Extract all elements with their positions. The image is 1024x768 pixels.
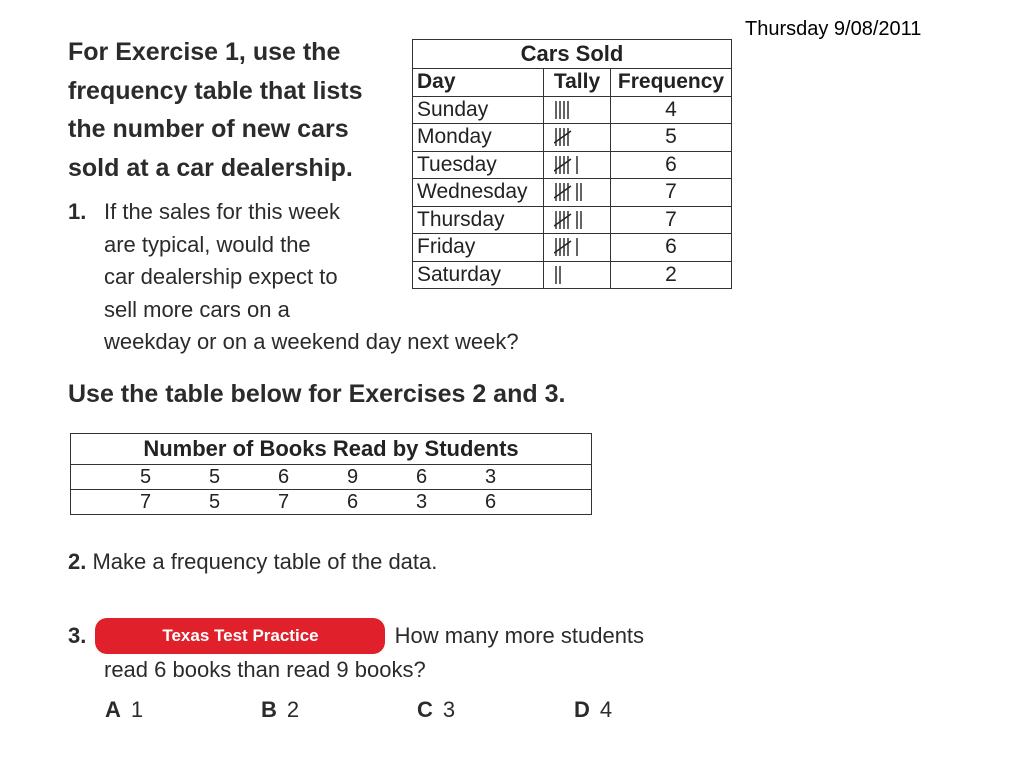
cars-table-row (413, 206, 732, 234)
exercise1-line: car dealership expect to (104, 264, 338, 289)
frequency-cell: 5 (611, 124, 732, 152)
choice-c (417, 697, 455, 723)
books-value-cell: 9 (318, 465, 387, 490)
frequency-cell: 7 (611, 179, 732, 207)
cars-table-title: Cars Sold (413, 40, 732, 69)
day-cell: Tuesday (413, 151, 544, 179)
day-cell: Monday (413, 124, 544, 152)
day-cell: Sunday (413, 96, 544, 124)
books-value-cell: 6 (456, 490, 525, 515)
frequency-cell: 4 (611, 96, 732, 124)
header-tally: Tally (544, 69, 611, 97)
books-value-cell: 6 (387, 465, 456, 490)
cars-sold-table (412, 39, 732, 289)
choice-value: 4 (599, 697, 613, 722)
tally-cell (544, 96, 611, 124)
tally-cell (544, 151, 611, 179)
exercise1-line: are typical, would the (104, 231, 311, 257)
books-read-table (70, 433, 592, 515)
row-padding (525, 490, 592, 515)
frequency-cell: 6 (611, 234, 732, 262)
exercise2 (68, 549, 437, 575)
choice-letter: A (105, 697, 121, 722)
slide-date: Thursday 9/08/2011 (745, 18, 922, 40)
row-padding (525, 465, 592, 490)
cars-table-row (413, 261, 732, 289)
books-value-cell: 6 (318, 490, 387, 515)
cars-table-row (413, 124, 732, 152)
header-day: Day (413, 69, 544, 97)
books-table-row (71, 465, 592, 490)
books-value-cell: 7 (111, 490, 180, 515)
exercise3 (68, 618, 644, 686)
header-frequency: Frequency (611, 69, 732, 97)
tally-marks (554, 154, 594, 176)
day-cell: Saturday (413, 261, 544, 289)
tally-marks (554, 181, 594, 203)
choice-value: 1 (130, 697, 144, 722)
intro-line: sold at a car dealership. (68, 153, 353, 182)
choice-value: 2 (286, 697, 300, 722)
choice-letter: C (417, 697, 433, 722)
exercise3-text-line1: How many more students (394, 623, 645, 648)
cars-table-row (413, 96, 732, 124)
row-padding (71, 465, 112, 490)
cars-table-body (413, 96, 732, 289)
cars-table-row (413, 151, 732, 179)
cars-table-row (413, 234, 732, 262)
choice-b (261, 697, 299, 723)
exercise1-line: weekday or on a weekend day next week? (104, 329, 519, 354)
books-table-row (71, 490, 592, 515)
books-value-cell: 5 (180, 490, 249, 515)
tally-marks (554, 209, 594, 231)
exercise1-intro (68, 33, 413, 187)
choice-letter: B (261, 697, 277, 722)
books-value-cell: 3 (456, 465, 525, 490)
intro-line: the number of new cars (68, 115, 349, 143)
intro-line: For Exercise 1, use the (68, 38, 341, 66)
choice-a (105, 697, 143, 723)
row-padding (71, 490, 112, 515)
tally-cell (544, 234, 611, 262)
frequency-cell: 7 (611, 206, 732, 234)
exercise3-number: 3. (68, 623, 87, 648)
books-value-cell: 3 (387, 490, 456, 515)
books-value-cell: 7 (249, 490, 318, 515)
cars-table-row (413, 179, 732, 207)
books-value-cell: 5 (180, 465, 249, 490)
exercise1-line: If the sales for this week (104, 199, 340, 224)
exercise1-number: 1. (68, 199, 87, 224)
tally-cell (544, 179, 611, 207)
exercise2-number: 2. (68, 549, 87, 574)
tally-marks (554, 236, 594, 258)
tally-marks (554, 99, 594, 121)
tally-cell (544, 124, 611, 152)
choice-value: 3 (442, 697, 456, 722)
intro-line: frequency table that lists (68, 76, 363, 105)
books-table-title: Number of Books Read by Students (71, 434, 592, 465)
day-cell: Thursday (413, 206, 544, 234)
books-table-body (71, 465, 592, 515)
books-value-cell: 5 (111, 465, 180, 490)
day-cell: Wednesday (413, 179, 544, 207)
exercise1-line: sell more cars on a (104, 296, 290, 322)
day-cell: Friday (413, 234, 544, 262)
tally-cell (544, 261, 611, 289)
texas-test-practice-badge: Texas Test Practice (95, 618, 385, 654)
tally-cell (544, 206, 611, 234)
exercise2-3-heading: Use the table below for Exercises 2 and 3. (68, 380, 566, 408)
books-value-cell: 6 (249, 465, 318, 490)
frequency-cell: 6 (611, 151, 732, 179)
choice-letter: D (574, 697, 590, 722)
choice-d (574, 697, 612, 723)
exercise3-text-line2: read 6 books than read 9 books? (104, 657, 426, 682)
exercise2-text: Make a frequency table of the data. (92, 549, 438, 574)
tally-marks (554, 264, 594, 286)
tally-marks (554, 126, 594, 148)
frequency-cell: 2 (611, 261, 732, 289)
